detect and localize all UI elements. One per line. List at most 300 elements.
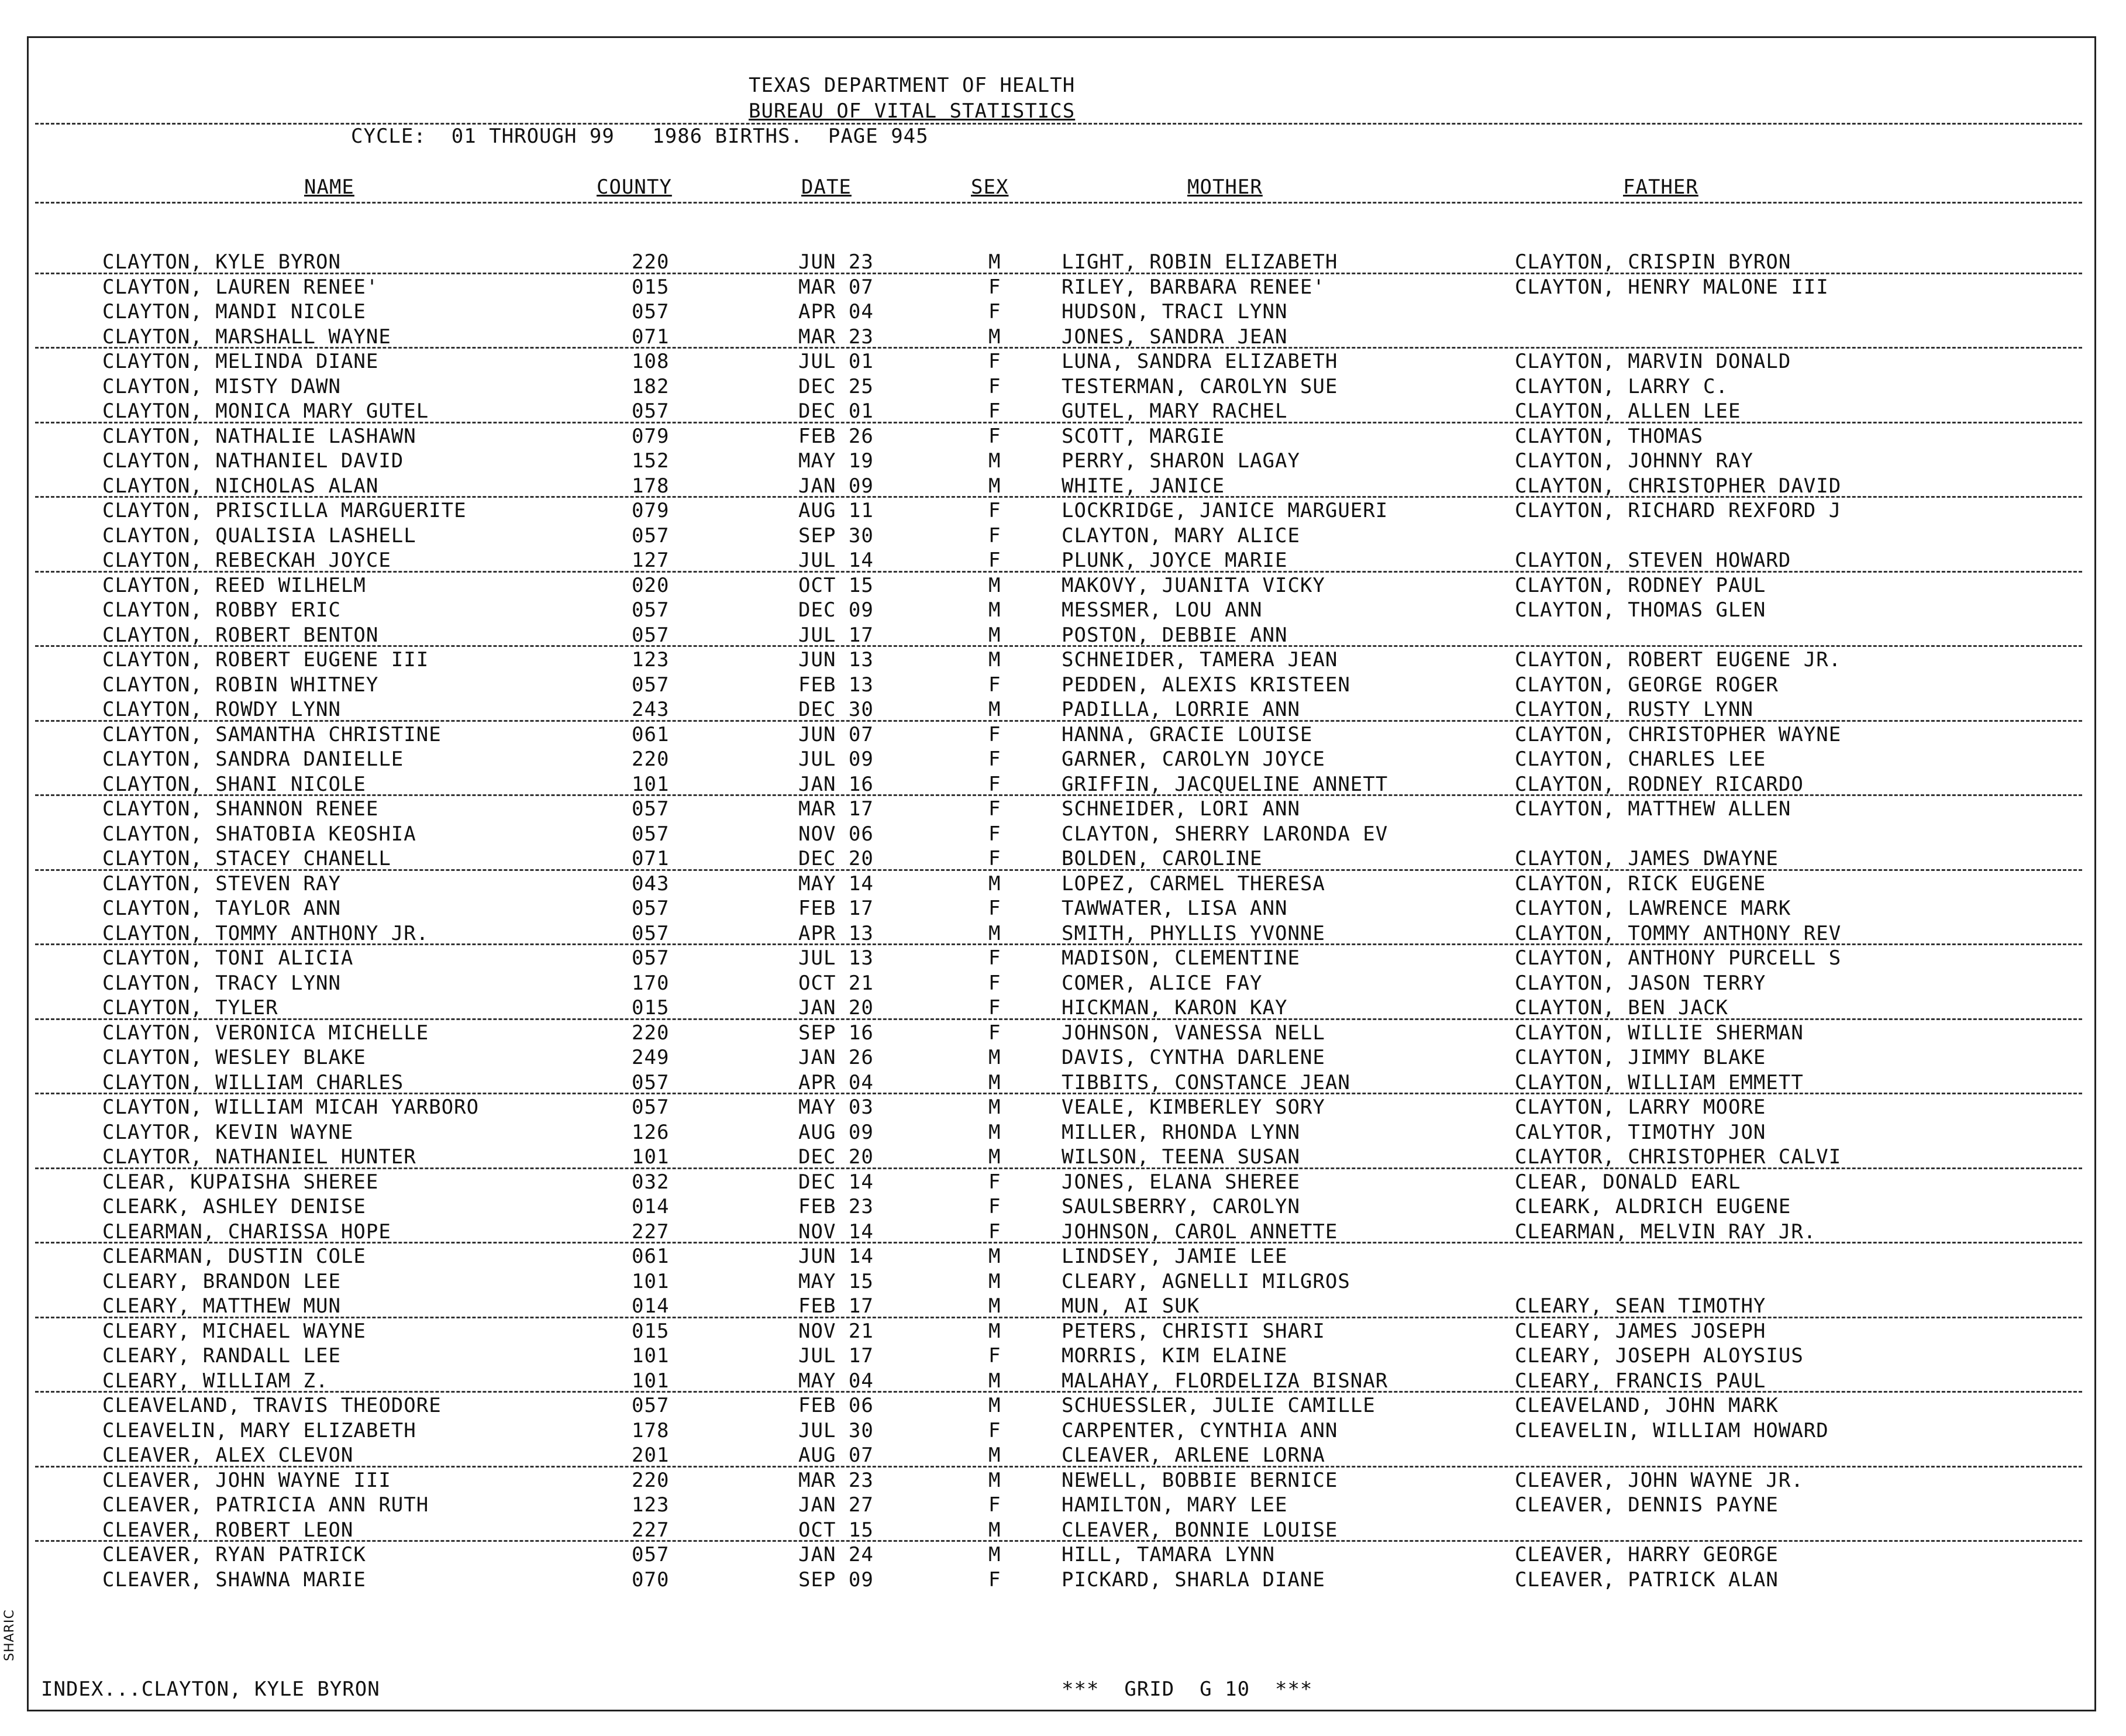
cell-county: 178 <box>632 1418 670 1442</box>
cell-date: JUN 07 <box>798 722 874 746</box>
cell-father: CLEAR, DONALD EARL <box>1515 1170 1741 1194</box>
cell-sex: M <box>988 698 1001 721</box>
cell-date: MAR 07 <box>798 275 874 299</box>
cell-sex: M <box>988 573 1001 597</box>
cell-father: CLAYTON, THOMAS GLEN <box>1515 598 1766 622</box>
cell-date: FEB 26 <box>798 424 874 448</box>
cell-name: CLAYTON, ROBBY ERIC <box>102 598 341 622</box>
cell-sex: M <box>988 1269 1001 1293</box>
cell-mother: GRIFFIN, JACQUELINE ANNETT <box>1062 772 1388 796</box>
cell-mother: MALAHAY, FLORDELIZA BISNAR <box>1062 1369 1388 1393</box>
cell-county: 108 <box>632 350 670 373</box>
cell-mother: MUN, AI SUK <box>1062 1294 1200 1318</box>
cell-date: JUL 14 <box>798 549 874 572</box>
cell-father: CLAYTON, ANTHONY PURCELL S <box>1515 946 1842 970</box>
cycle-line: CYCLE: 01 THROUGH 99 1986 BIRTHS. PAGE 945 <box>351 125 929 148</box>
cell-county: 057 <box>632 897 670 920</box>
col-header-county: COUNTY <box>597 175 672 199</box>
cell-sex: M <box>988 1145 1001 1169</box>
cell-father: CLAYTON, CHRISTOPHER WAYNE <box>1515 722 1842 746</box>
table-row <box>0 1394 2126 1419</box>
cell-county: 057 <box>632 1394 670 1417</box>
cell-sex: M <box>988 1046 1001 1069</box>
cell-father: CLAYTON, MARVIN DONALD <box>1515 350 1791 373</box>
cell-father: CLAYTON, CHRISTOPHER DAVID <box>1515 474 1842 498</box>
cell-name: CLAYTON, MARSHALL WAYNE <box>102 325 391 349</box>
side-label: SHARIC <box>2 1609 17 1661</box>
cell-father: CLEAVER, DENNIS PAYNE <box>1515 1493 1779 1517</box>
cell-mother: VEALE, KIMBERLEY SORY <box>1062 1096 1325 1119</box>
cell-mother: PLUNK, JOYCE MARIE <box>1062 549 1288 572</box>
cell-date: NOV 14 <box>798 1220 874 1244</box>
table-row <box>0 574 2126 599</box>
cell-name: CLEARY, WILLIAM Z. <box>102 1369 329 1393</box>
cell-name: CLAYTON, NICHOLAS ALAN <box>102 474 379 498</box>
table-row <box>0 1170 2126 1196</box>
table-row <box>0 1096 2126 1121</box>
cell-father: CLAYTON, MATTHEW ALLEN <box>1515 797 1791 821</box>
cell-mother: MILLER, RHONDA LYNN <box>1062 1120 1300 1144</box>
table-row <box>0 449 2126 474</box>
cell-father: CLAYTON, LAWRENCE MARK <box>1515 897 1791 920</box>
table-row <box>0 1220 2126 1245</box>
cell-mother: WILSON, TEENA SUSAN <box>1062 1145 1300 1169</box>
header-rule-top <box>35 123 2082 125</box>
cell-mother: HUDSON, TRACI LYNN <box>1062 300 1288 323</box>
cell-father: CLAYTON, WILLIAM EMMETT <box>1515 1070 1804 1094</box>
cell-sex: F <box>988 722 1001 746</box>
cell-mother: HANNA, GRACIE LOUISE <box>1062 722 1313 746</box>
footer-grid: *** GRID G 10 *** <box>1062 1678 1313 1701</box>
cell-sex: M <box>988 623 1001 647</box>
footer-index: INDEX...CLAYTON, KYLE BYRON <box>41 1678 380 1701</box>
cell-date: FEB 06 <box>798 1394 874 1417</box>
cell-father: CLAYTON, JIMMY BLAKE <box>1515 1046 1766 1069</box>
cell-father: CLAYTON, GEORGE ROGER <box>1515 673 1779 697</box>
cell-name: CLEARY, BRANDON LEE <box>102 1269 341 1293</box>
table-row <box>0 399 2126 425</box>
table-row <box>0 499 2126 524</box>
cell-mother: SCHUESSLER, JULIE CAMILLE <box>1062 1394 1376 1417</box>
cell-date: OCT 15 <box>798 573 874 597</box>
table-row <box>0 1493 2126 1518</box>
cell-sex: M <box>988 1245 1001 1268</box>
cell-mother: PADILLA, LORRIE ANN <box>1062 698 1300 721</box>
cell-mother: TAWWATER, LISA ANN <box>1062 897 1288 920</box>
cell-county: 249 <box>632 1046 670 1069</box>
cell-name: CLEAVER, PATRICIA ANN RUTH <box>102 1493 429 1517</box>
cell-sex: M <box>988 1468 1001 1492</box>
cell-name: CLAYTON, QUALISIA LASHELL <box>102 523 416 547</box>
cell-name: CLEARMAN, DUSTIN COLE <box>102 1245 366 1268</box>
cell-name: CLAYTON, TOMMY ANTHONY JR. <box>102 921 429 945</box>
cell-mother: POSTON, DEBBIE ANN <box>1062 623 1288 647</box>
cell-date: SEP 16 <box>798 1021 874 1045</box>
cell-county: 152 <box>632 449 670 473</box>
cell-name: CLAYTON, STACEY CHANELL <box>102 847 391 870</box>
cell-father: CLEARY, JOSEPH ALOYSIUS <box>1515 1344 1804 1368</box>
col-header-mother: MOTHER <box>1187 175 1263 199</box>
cell-county: 227 <box>632 1220 670 1244</box>
cell-sex: M <box>988 474 1001 498</box>
cell-mother: PEDDEN, ALEXIS KRISTEEN <box>1062 673 1350 697</box>
cell-mother: WHITE, JANICE <box>1062 474 1225 498</box>
cell-county: 178 <box>632 474 670 498</box>
cell-sex: F <box>988 399 1001 423</box>
cell-date: MAR 17 <box>798 797 874 821</box>
col-header-father: FATHER <box>1623 175 1698 199</box>
cell-date: JAN 16 <box>798 772 874 796</box>
cell-county: 061 <box>632 1245 670 1268</box>
cell-father: CLAYTON, CHARLES LEE <box>1515 748 1766 771</box>
bureau-title: BUREAU OF VITAL STATISTICS <box>749 99 1076 123</box>
cell-sex: F <box>988 1344 1001 1368</box>
cell-father: CLEAVER, PATRICK ALAN <box>1515 1568 1779 1592</box>
cell-date: JUL 01 <box>798 350 874 373</box>
cell-father: CLEAVER, HARRY GEORGE <box>1515 1543 1779 1566</box>
cell-date: APR 04 <box>798 1070 874 1094</box>
cell-sex: M <box>988 1394 1001 1417</box>
cell-mother: HICKMAN, KARON KAY <box>1062 996 1288 1019</box>
cell-date: FEB 23 <box>798 1195 874 1218</box>
cell-date: JUL 17 <box>798 623 874 647</box>
cell-sex: F <box>988 822 1001 846</box>
cell-sex: F <box>988 424 1001 448</box>
cell-name: CLEAVER, SHAWNA MARIE <box>102 1568 366 1592</box>
cell-mother: PERRY, SHARON LAGAY <box>1062 449 1300 473</box>
cell-date: AUG 11 <box>798 499 874 522</box>
table-row <box>0 1021 2126 1046</box>
cell-date: FEB 13 <box>798 673 874 697</box>
cell-date: OCT 15 <box>798 1518 874 1542</box>
table-row <box>0 897 2126 922</box>
cell-date: JAN 26 <box>798 1046 874 1069</box>
table-row <box>0 1444 2126 1469</box>
cell-father: CLEARK, ALDRICH EUGENE <box>1515 1195 1791 1218</box>
table-row <box>0 598 2126 624</box>
cell-sex: F <box>988 996 1001 1019</box>
agency-title: TEXAS DEPARTMENT OF HEALTH <box>749 74 1076 97</box>
cell-date: SEP 09 <box>798 1568 874 1592</box>
table-row <box>0 1121 2126 1146</box>
cell-county: 014 <box>632 1195 670 1218</box>
cell-father: CLAYTON, STEVEN HOWARD <box>1515 549 1791 572</box>
cell-county: 079 <box>632 499 670 522</box>
cell-sex: M <box>988 921 1001 945</box>
cell-date: DEC 09 <box>798 598 874 622</box>
birth-records-table <box>0 250 2126 1593</box>
cell-mother: CLEARY, AGNELLI MILGROS <box>1062 1269 1350 1293</box>
cell-mother: JOHNSON, CAROL ANNETTE <box>1062 1220 1338 1244</box>
cell-mother: MAKOVY, JUANITA VICKY <box>1062 573 1325 597</box>
cell-date: FEB 17 <box>798 1294 874 1318</box>
cell-county: 020 <box>632 573 670 597</box>
cell-name: CLAYTON, VERONICA MICHELLE <box>102 1021 429 1045</box>
table-row <box>0 698 2126 723</box>
cell-father: CLAYTON, LARRY MOORE <box>1515 1096 1766 1119</box>
cell-mother: PETERS, CHRISTI SHARI <box>1062 1319 1325 1343</box>
cell-county: 101 <box>632 1145 670 1169</box>
table-row <box>0 1294 2126 1320</box>
cell-county: 032 <box>632 1170 670 1194</box>
cell-name: CLEAVER, ROBERT LEON <box>102 1518 354 1542</box>
table-row <box>0 1344 2126 1369</box>
cell-date: NOV 06 <box>798 822 874 846</box>
cell-county: 101 <box>632 1344 670 1368</box>
cell-sex: F <box>988 673 1001 697</box>
cell-sex: F <box>988 897 1001 920</box>
cell-mother: SCHNEIDER, TAMERA JEAN <box>1062 648 1338 671</box>
cell-mother: CLEAVER, ARLENE LORNA <box>1062 1444 1325 1467</box>
cell-sex: M <box>988 872 1001 895</box>
cell-father: CLEARY, FRANCIS PAUL <box>1515 1369 1766 1393</box>
cell-mother: LOPEZ, CARMEL THERESA <box>1062 872 1325 895</box>
cell-name: CLAYTON, NATHANIEL DAVID <box>102 449 404 473</box>
table-row <box>0 648 2126 673</box>
cell-name: CLAYTON, MELINDA DIANE <box>102 350 379 373</box>
cell-sex: M <box>988 449 1001 473</box>
cell-date: JUN 14 <box>798 1245 874 1268</box>
cell-sex: M <box>988 1120 1001 1144</box>
cell-county: 127 <box>632 549 670 572</box>
cell-sex: F <box>988 847 1001 870</box>
table-row <box>0 847 2126 872</box>
cell-sex: M <box>988 1096 1001 1119</box>
cell-date: MAY 15 <box>798 1269 874 1293</box>
cell-county: 123 <box>632 648 670 671</box>
cell-mother: CLAYTON, MARY ALICE <box>1062 523 1300 547</box>
cell-county: 014 <box>632 1294 670 1318</box>
table-row <box>0 1369 2126 1394</box>
table-row <box>0 723 2126 748</box>
cell-date: JAN 27 <box>798 1493 874 1517</box>
cell-county: 057 <box>632 822 670 846</box>
cell-county: 243 <box>632 698 670 721</box>
cell-mother: LIGHT, ROBIN ELIZABETH <box>1062 250 1338 274</box>
table-row <box>0 300 2126 325</box>
cell-sex: F <box>988 374 1001 398</box>
table-row <box>0 474 2126 500</box>
cell-name: CLAYTOR, NATHANIEL HUNTER <box>102 1145 416 1169</box>
table-row <box>0 250 2126 275</box>
table-row <box>0 972 2126 997</box>
cell-date: DEC 25 <box>798 374 874 398</box>
cell-name: CLEAR, KUPAISHA SHEREE <box>102 1170 379 1194</box>
table-row <box>0 773 2126 798</box>
cell-father: CLEAVELAND, JOHN MARK <box>1515 1394 1779 1417</box>
cell-name: CLAYTON, WILLIAM MICAH YARBORO <box>102 1096 480 1119</box>
table-row <box>0 922 2126 947</box>
cell-mother: MESSMER, LOU ANN <box>1062 598 1263 622</box>
cell-father: CLAYTON, LARRY C. <box>1515 374 1728 398</box>
cell-mother: JONES, ELANA SHEREE <box>1062 1170 1300 1194</box>
col-header-date: DATE <box>801 175 852 199</box>
cell-county: 101 <box>632 1269 670 1293</box>
cell-county: 043 <box>632 872 670 895</box>
cell-name: CLAYTOR, KEVIN WAYNE <box>102 1120 354 1144</box>
cell-mother: JONES, SANDRA JEAN <box>1062 325 1288 349</box>
cell-name: CLEARMAN, CHARISSA HOPE <box>102 1220 391 1244</box>
table-row <box>0 996 2126 1021</box>
cell-name: CLEAVELAND, TRAVIS THEODORE <box>102 1394 442 1417</box>
cell-county: 220 <box>632 1468 670 1492</box>
cell-date: JAN 24 <box>798 1543 874 1566</box>
cell-father: CLAYTON, RODNEY RICARDO <box>1515 772 1804 796</box>
cell-sex: F <box>988 350 1001 373</box>
cell-name: CLEARY, MATTHEW MUN <box>102 1294 341 1318</box>
cell-date: AUG 09 <box>798 1120 874 1144</box>
cell-sex: F <box>988 946 1001 970</box>
cell-mother: SMITH, PHYLLIS YVONNE <box>1062 921 1325 945</box>
cell-mother: GUTEL, MARY RACHEL <box>1062 399 1288 423</box>
cell-mother: HILL, TAMARA LYNN <box>1062 1543 1275 1566</box>
cell-date: JAN 09 <box>798 474 874 498</box>
cell-name: CLAYTON, SHANNON RENEE <box>102 797 379 821</box>
cell-father: CLAYTON, JAMES DWAYNE <box>1515 847 1779 870</box>
cell-name: CLAYTON, MONICA MARY GUTEL <box>102 399 429 423</box>
cell-mother: LINDSEY, JAMIE LEE <box>1062 1245 1288 1268</box>
cell-date: DEC 30 <box>798 698 874 721</box>
table-row <box>0 1518 2126 1544</box>
cell-mother: TIBBITS, CONSTANCE JEAN <box>1062 1070 1350 1094</box>
table-row <box>0 1419 2126 1444</box>
cell-mother: PICKARD, SHARLA DIANE <box>1062 1568 1325 1592</box>
table-row <box>0 1046 2126 1071</box>
cell-date: JUL 09 <box>798 748 874 771</box>
cell-sex: F <box>988 523 1001 547</box>
cell-date: JUL 17 <box>798 1344 874 1368</box>
cell-name: CLAYTON, REBECKAH JOYCE <box>102 549 391 572</box>
cell-name: CLEAVER, JOHN WAYNE III <box>102 1468 391 1492</box>
table-row <box>0 1145 2126 1170</box>
table-row <box>0 425 2126 450</box>
table-row <box>0 822 2126 848</box>
cell-name: CLEARY, MICHAEL WAYNE <box>102 1319 366 1343</box>
cell-sex: M <box>988 1518 1001 1542</box>
cell-father: CLAYTON, RICK EUGENE <box>1515 872 1766 895</box>
cell-date: MAY 03 <box>798 1096 874 1119</box>
cell-sex: F <box>988 797 1001 821</box>
cell-date: DEC 14 <box>798 1170 874 1194</box>
table-row <box>0 325 2126 350</box>
cell-county: 057 <box>632 399 670 423</box>
cell-name: CLAYTON, SHANI NICOLE <box>102 772 366 796</box>
cell-date: MAY 19 <box>798 449 874 473</box>
cell-mother: GARNER, CAROLYN JOYCE <box>1062 748 1325 771</box>
cell-father: CLAYTOR, CHRISTOPHER CALVI <box>1515 1145 1842 1169</box>
cell-county: 057 <box>632 300 670 323</box>
cell-date: JAN 20 <box>798 996 874 1019</box>
cell-mother: NEWELL, BOBBIE BERNICE <box>1062 1468 1338 1492</box>
cell-mother: MORRIS, KIM ELAINE <box>1062 1344 1288 1368</box>
cell-sex: M <box>988 648 1001 671</box>
cell-date: JUN 13 <box>798 648 874 671</box>
cell-date: JUL 13 <box>798 946 874 970</box>
cell-name: CLEARK, ASHLEY DENISE <box>102 1195 366 1218</box>
cell-name: CLAYTON, NATHALIE LASHAWN <box>102 424 416 448</box>
table-row <box>0 524 2126 549</box>
cell-name: CLAYTON, WILLIAM CHARLES <box>102 1070 404 1094</box>
cell-date: DEC 20 <box>798 1145 874 1169</box>
cell-father: CLAYTON, JOHNNY RAY <box>1515 449 1753 473</box>
table-row <box>0 1320 2126 1345</box>
cell-sex: F <box>988 1170 1001 1194</box>
cell-county: 220 <box>632 748 670 771</box>
cell-mother: CLEAVER, BONNIE LOUISE <box>1062 1518 1338 1542</box>
cell-name: CLAYTON, STEVEN RAY <box>102 872 341 895</box>
cell-sex: F <box>988 748 1001 771</box>
cell-mother: COMER, ALICE FAY <box>1062 971 1263 995</box>
cell-county: 126 <box>632 1120 670 1144</box>
table-row <box>0 1195 2126 1220</box>
cell-father: CLAYTON, RODNEY PAUL <box>1515 573 1766 597</box>
cell-date: JUN 23 <box>798 250 874 274</box>
cell-name: CLAYTON, ROBERT BENTON <box>102 623 379 647</box>
cell-county: 227 <box>632 1518 670 1542</box>
cell-date: MAR 23 <box>798 325 874 349</box>
table-row <box>0 275 2126 301</box>
cell-county: 057 <box>632 673 670 697</box>
cell-mother: CLAYTON, SHERRY LARONDA EV <box>1062 822 1388 846</box>
cell-county: 057 <box>632 1070 670 1094</box>
cell-mother: DAVIS, CYNTHA DARLENE <box>1062 1046 1325 1069</box>
cell-county: 057 <box>632 921 670 945</box>
cell-sex: F <box>988 772 1001 796</box>
table-row <box>0 797 2126 822</box>
cell-date: NOV 21 <box>798 1319 874 1343</box>
cell-name: CLAYTON, SHATOBIA KEOSHIA <box>102 822 416 846</box>
cell-date: APR 04 <box>798 300 874 323</box>
cell-father: CLAYTON, BEN JACK <box>1515 996 1728 1019</box>
cell-county: 015 <box>632 996 670 1019</box>
cell-mother: SAULSBERRY, CAROLYN <box>1062 1195 1300 1218</box>
cell-name: CLAYTON, SANDRA DANIELLE <box>102 748 404 771</box>
cell-date: SEP 30 <box>798 523 874 547</box>
cell-name: CLEAVELIN, MARY ELIZABETH <box>102 1418 416 1442</box>
cell-name: CLAYTON, SAMANTHA CHRISTINE <box>102 722 442 746</box>
cell-father: CLEARMAN, MELVIN RAY JR. <box>1515 1220 1817 1244</box>
cell-sex: F <box>988 1493 1001 1517</box>
cell-county: 061 <box>632 722 670 746</box>
cell-sex: M <box>988 598 1001 622</box>
cell-sex: F <box>988 1021 1001 1045</box>
cell-sex: M <box>988 1543 1001 1566</box>
cell-name: CLAYTON, PRISCILLA MARGUERITE <box>102 499 467 522</box>
cell-father: CLAYTON, HENRY MALONE III <box>1515 275 1829 299</box>
table-row <box>0 946 2126 972</box>
table-row <box>0 624 2126 649</box>
cell-father: CLEAVELIN, WILLIAM HOWARD <box>1515 1418 1829 1442</box>
cell-mother: SCHNEIDER, LORI ANN <box>1062 797 1300 821</box>
cell-date: MAR 23 <box>798 1468 874 1492</box>
cell-mother: CARPENTER, CYNTHIA ANN <box>1062 1418 1338 1442</box>
cell-name: CLEARY, RANDALL LEE <box>102 1344 341 1368</box>
cell-father: CLAYTON, JASON TERRY <box>1515 971 1766 995</box>
cell-county: 101 <box>632 772 670 796</box>
table-row <box>0 1543 2126 1568</box>
cell-father: CALYTOR, TIMOTHY JON <box>1515 1120 1766 1144</box>
cell-name: CLEAVER, RYAN PATRICK <box>102 1543 366 1566</box>
cell-county: 123 <box>632 1493 670 1517</box>
cell-county: 071 <box>632 847 670 870</box>
table-row <box>0 872 2126 897</box>
cell-name: CLAYTON, TYLER <box>102 996 278 1019</box>
cell-mother: HAMILTON, MARY LEE <box>1062 1493 1288 1517</box>
table-row <box>0 375 2126 400</box>
cell-county: 015 <box>632 275 670 299</box>
cell-name: CLEAVER, ALEX CLEVON <box>102 1444 354 1467</box>
cell-father: CLAYTON, TOMMY ANTHONY REV <box>1515 921 1842 945</box>
